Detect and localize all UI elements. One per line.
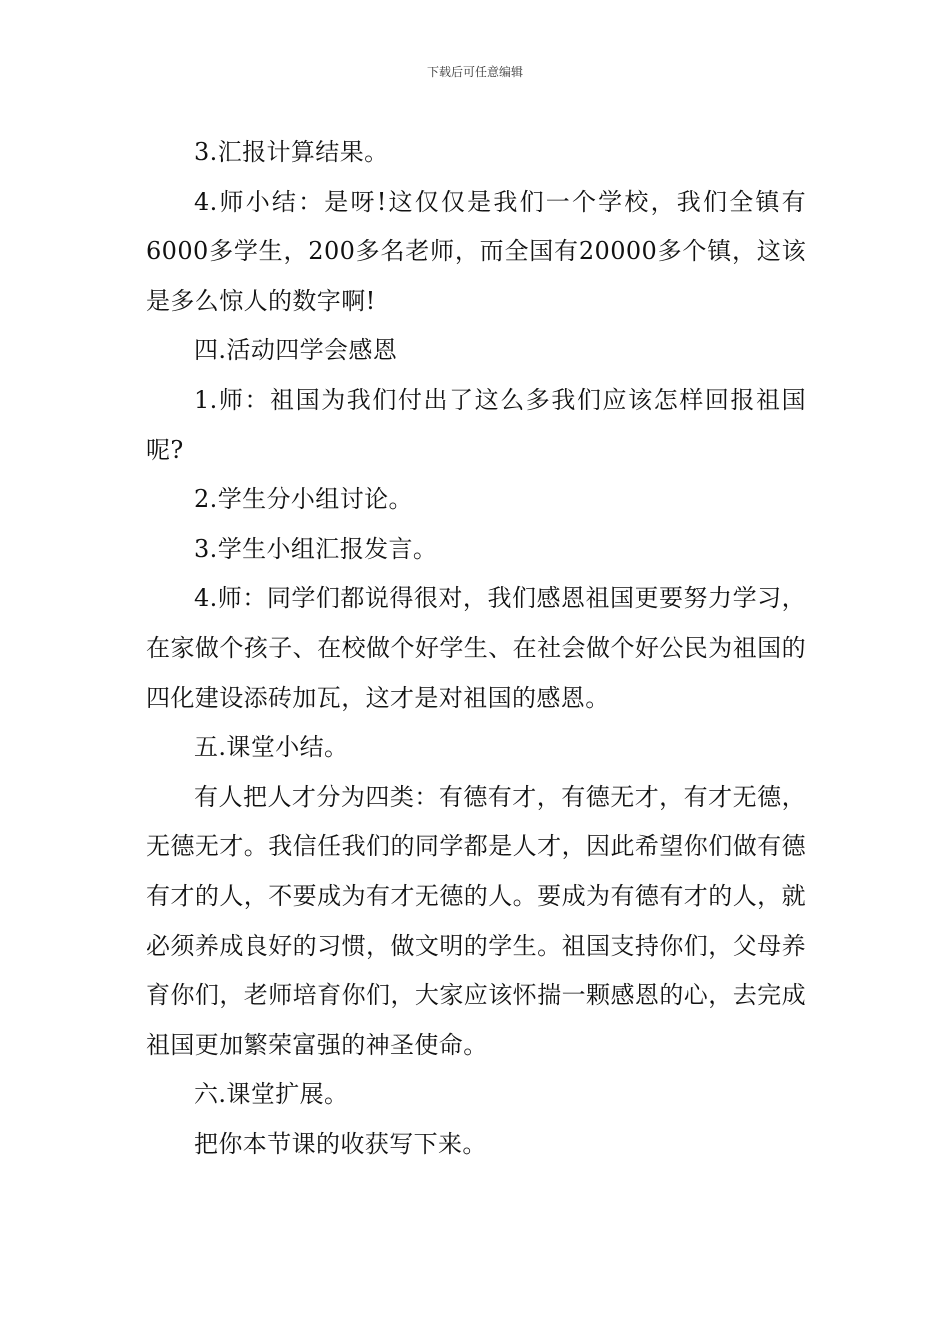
paragraph-group-report: 3.学生小组汇报发言。	[194, 534, 438, 563]
section-heading-activity-four: 四.活动四学会感恩	[194, 336, 398, 365]
page-header-note: 下载后可任意编辑	[426, 65, 523, 79]
document-body	[146, 128, 806, 1169]
section-heading-class-summary: 五.课堂小结。	[194, 733, 349, 762]
paragraph-teacher-summary: 4.师小结：是呀!这仅仅是我们一个学校，我们全镇有6000多学生，200多名老师，而全国有20000多个镇，这该是多么惊人的数字啊!	[146, 187, 806, 315]
paragraph-teacher-question: 1.师：祖国为我们付出了这么多我们应该怎样回报祖国呢?	[146, 385, 806, 464]
paragraph-extension-task: 把你本节课的收获写下来。	[194, 1129, 487, 1158]
paragraph-group-discussion: 2.学生分小组讨论。	[194, 485, 413, 514]
paragraph-teacher-response: 4.师：同学们都说得很对，我们感恩祖国更要努力学习，在家做个孩子、在校做个好学生、在社会做个好公民为祖国的四化建设添砖加瓦，这才是对祖国的感恩。	[146, 584, 806, 712]
paragraph-summary-body: 有人把人才分为四类：有德有才，有德无才，有才无德，无德无才。我信任我们的同学都是人才，因此希望你们做有德有才的人，不要成为有才无德的人。要成为有德有才的人，就必须养成良好的习惯，做文明的学生。祖国支持你们，父母养育你们，老师培育你们，大家应该怀揣一颗感恩的心，去完成祖国更加繁荣富强的神圣使命。	[146, 782, 806, 1059]
section-heading-class-extension: 六.课堂扩展。	[194, 1080, 349, 1109]
paragraph-report-result: 3.汇报计算结果。	[194, 138, 389, 166]
